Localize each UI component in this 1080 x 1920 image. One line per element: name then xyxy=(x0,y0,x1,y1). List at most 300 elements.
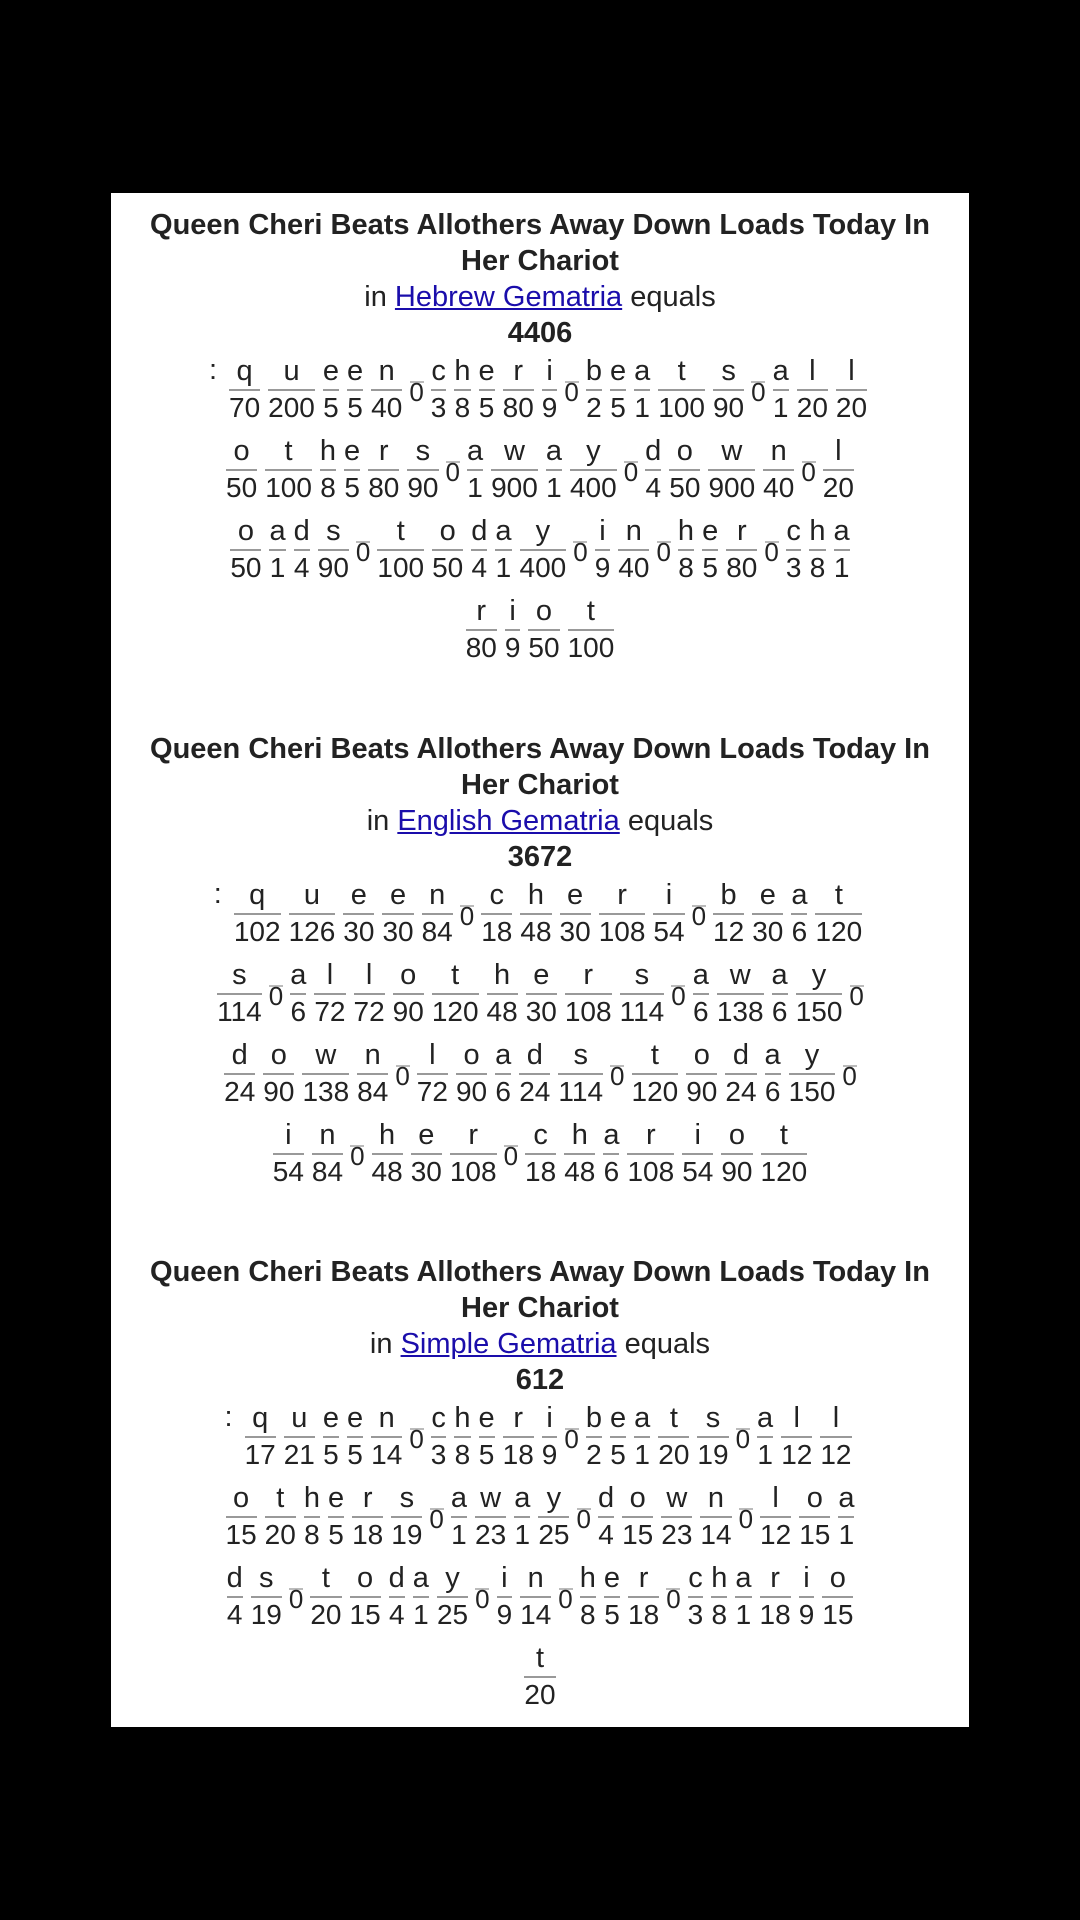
letter: o xyxy=(629,1482,646,1514)
gematria-result-section xyxy=(111,207,969,673)
letter-value xyxy=(595,513,611,585)
letter-value xyxy=(809,513,825,585)
letter-number: 25 xyxy=(436,1599,469,1630)
word-space: 0 xyxy=(445,457,460,487)
letter: c xyxy=(786,515,801,547)
letter: y xyxy=(586,435,601,467)
letter: h xyxy=(454,355,471,387)
word-space: 0 xyxy=(558,1584,573,1614)
letter-number: 50 xyxy=(528,632,560,663)
letter-number: 14 xyxy=(520,1599,552,1630)
letter: e xyxy=(478,355,495,387)
letter: l xyxy=(326,959,334,991)
letter-value xyxy=(491,433,538,505)
letter-number: 9 xyxy=(541,1439,558,1470)
letter: e xyxy=(759,879,776,911)
cipher-line xyxy=(111,803,969,839)
letter-value xyxy=(357,1037,388,1109)
leading-colon: : xyxy=(224,1401,233,1433)
letter-number: 114 xyxy=(558,1076,604,1107)
letter-value xyxy=(475,1480,506,1552)
letter-value xyxy=(520,513,567,585)
letter: y xyxy=(804,1039,820,1071)
letter-value xyxy=(546,433,562,505)
letter-number: 90 xyxy=(686,1076,718,1107)
phrase-title: Queen Cheri Beats Allothers Away Down Loads Today In Her Chariot xyxy=(150,209,930,277)
letter: s xyxy=(326,515,341,547)
letter-value xyxy=(822,1560,853,1632)
letter: y xyxy=(445,1562,460,1594)
letter: a xyxy=(791,879,808,911)
letter-value xyxy=(634,1400,650,1472)
letter-number: 1 xyxy=(833,552,850,583)
letter: e xyxy=(603,1562,621,1594)
letter-value xyxy=(290,957,306,1029)
letter: l xyxy=(793,1402,800,1434)
letter-value xyxy=(318,513,349,585)
letter-number: 40 xyxy=(763,472,795,503)
letter: a xyxy=(757,1402,774,1434)
letter: w xyxy=(503,435,525,467)
letter-value xyxy=(653,877,684,949)
letter-value xyxy=(791,877,807,949)
letter-value xyxy=(273,1117,304,1189)
letter-value xyxy=(294,513,310,585)
letter-value xyxy=(393,957,424,1029)
letter: h xyxy=(571,1119,588,1151)
letter-number: 90 xyxy=(712,392,745,423)
letter-number: 5 xyxy=(478,392,495,423)
letter-number: 5 xyxy=(478,1439,495,1470)
letter: y xyxy=(811,959,827,991)
letter-value xyxy=(580,1560,596,1632)
letter-value xyxy=(343,877,374,949)
letter-value xyxy=(542,353,558,425)
letter: l xyxy=(809,355,816,387)
letter: s xyxy=(399,1482,415,1514)
letter: t xyxy=(650,1039,659,1071)
letter: s xyxy=(259,1562,274,1594)
word-space: 0 xyxy=(671,981,686,1011)
letter-value xyxy=(289,877,336,949)
letter-number: 23 xyxy=(661,1519,693,1550)
letter: i xyxy=(665,879,673,911)
letter: o xyxy=(400,959,417,991)
letter: e xyxy=(322,355,340,387)
letter: i xyxy=(546,1402,553,1434)
letter-number: 30 xyxy=(410,1156,442,1187)
letter-number: 1 xyxy=(735,1599,752,1630)
letter-number: 9 xyxy=(504,632,521,663)
letter-value xyxy=(328,1480,344,1552)
letter-value xyxy=(481,877,512,949)
letter-value xyxy=(558,1037,603,1109)
letter: e xyxy=(609,1402,627,1434)
letter-value xyxy=(323,1400,339,1472)
letter-value xyxy=(838,1480,854,1552)
letter: n xyxy=(625,515,642,547)
letter-number: 6 xyxy=(603,1156,620,1187)
letter-number: 108 xyxy=(449,1156,497,1187)
letter-number: 1 xyxy=(838,1519,855,1550)
letter-number: 6 xyxy=(764,1076,781,1107)
letter: a xyxy=(603,1119,620,1151)
letter-value xyxy=(350,1560,381,1632)
letter-value xyxy=(269,513,285,585)
letter-number: 4 xyxy=(645,472,662,503)
breakdown-row xyxy=(111,513,969,593)
letter-value xyxy=(310,1560,341,1632)
letter: e xyxy=(567,879,584,911)
letter-value xyxy=(302,1037,349,1109)
word-space: 0 xyxy=(459,901,475,931)
letter-value xyxy=(524,1640,555,1712)
letter-number: 400 xyxy=(569,472,617,503)
letter-value xyxy=(528,593,559,665)
cipher-link[interactable]: Simple Gematria xyxy=(400,1328,617,1360)
letter-number: 90 xyxy=(721,1156,753,1187)
letter-number: 90 xyxy=(263,1076,295,1107)
letter: r xyxy=(617,879,627,911)
letter-number: 48 xyxy=(371,1156,403,1187)
letter: u xyxy=(303,879,320,911)
letter-number: 8 xyxy=(304,1519,320,1550)
letter-number: 18 xyxy=(481,916,513,947)
letter: c xyxy=(431,355,446,387)
letter-value xyxy=(604,1560,620,1632)
letter-number: 120 xyxy=(760,1156,808,1187)
letter-value xyxy=(268,353,315,425)
gematria-result-section xyxy=(111,1254,969,1720)
letter-number: 4 xyxy=(388,1599,405,1630)
letter-value xyxy=(799,1560,815,1632)
letter-value xyxy=(526,957,557,1029)
letter-value xyxy=(519,1037,550,1109)
letter-value xyxy=(234,877,281,949)
letter: o xyxy=(806,1482,823,1514)
letter: y xyxy=(535,515,551,547)
letter-value xyxy=(467,433,483,505)
letter-number: 20 xyxy=(796,392,828,423)
letter-breakdown xyxy=(111,353,969,673)
word-space: 0 xyxy=(576,1504,591,1534)
letter-number: 1 xyxy=(495,552,512,583)
letter-value xyxy=(466,593,497,665)
word-space: 0 xyxy=(656,537,671,567)
letter-number: 6 xyxy=(791,916,808,947)
letter-number: 100 xyxy=(377,552,425,583)
letter: t xyxy=(834,879,843,911)
letter-number: 20 xyxy=(264,1519,296,1550)
letter-number: 12 xyxy=(760,1519,792,1550)
letter-number: 100 xyxy=(265,472,312,503)
letter-number: 24 xyxy=(519,1076,551,1107)
letter-value xyxy=(320,433,336,505)
letter-value xyxy=(520,1560,551,1632)
letter-value xyxy=(514,1480,530,1552)
letter: s xyxy=(634,959,650,991)
letter: n xyxy=(429,879,446,911)
letter-number: 90 xyxy=(317,552,349,583)
letter: r xyxy=(513,355,524,387)
letter-value xyxy=(711,1560,727,1632)
letter-value xyxy=(669,433,700,505)
letter: h xyxy=(809,515,826,547)
letter-value xyxy=(371,353,402,425)
letter-value xyxy=(661,1480,692,1552)
letter: a xyxy=(412,1562,429,1594)
letter-value xyxy=(450,1117,497,1189)
letter-number: 30 xyxy=(525,996,557,1027)
letter-number: 14 xyxy=(700,1519,732,1550)
letter-value xyxy=(610,353,626,425)
letter-number: 2 xyxy=(586,392,602,423)
letter-number: 4 xyxy=(293,552,310,583)
cipher-suffix: equals xyxy=(627,805,714,837)
letter: a xyxy=(450,1482,468,1514)
breakdown-row xyxy=(111,1117,969,1197)
letter-value xyxy=(417,1037,448,1109)
letter: n xyxy=(364,1039,381,1071)
letter: e xyxy=(350,879,367,911)
letter: c xyxy=(489,879,505,911)
letter: i xyxy=(599,515,606,547)
letter: a xyxy=(269,515,286,547)
letter-value xyxy=(368,433,399,505)
letter: c xyxy=(533,1119,548,1151)
letter-number: 114 xyxy=(217,996,262,1027)
letter-value xyxy=(632,1037,679,1109)
breakdown-row xyxy=(111,1480,969,1560)
word-space: 0 xyxy=(573,537,588,567)
leading-colon: : xyxy=(208,354,217,386)
letter: e xyxy=(533,959,550,991)
letter: w xyxy=(315,1039,337,1071)
letter-value xyxy=(634,353,650,425)
letter: a xyxy=(290,959,307,991)
phrase-title: Queen Cheri Beats Allothers Away Down Loads Today In Her Chariot xyxy=(150,733,930,801)
letter: s xyxy=(705,1402,721,1434)
letter: o xyxy=(233,435,250,467)
letter-number: 1 xyxy=(546,472,562,503)
letter-number: 72 xyxy=(314,996,346,1027)
letter: r xyxy=(583,959,594,991)
letter-value xyxy=(454,1400,470,1472)
letter: r xyxy=(378,435,389,467)
letter-value xyxy=(344,433,360,505)
letter-number: 30 xyxy=(559,916,591,947)
cipher-suffix: equals xyxy=(630,281,716,313)
letter-number: 1 xyxy=(634,392,650,423)
letter: n xyxy=(378,355,395,387)
letter: u xyxy=(291,1402,308,1434)
letter-value xyxy=(314,957,345,1029)
letter: o xyxy=(357,1562,374,1594)
letter: d xyxy=(597,1482,615,1514)
letter-number: 138 xyxy=(302,1076,350,1107)
letter-number: 23 xyxy=(475,1519,507,1550)
letter: o xyxy=(829,1562,846,1594)
letter-number: 6 xyxy=(290,996,307,1027)
letter-number: 108 xyxy=(564,996,612,1027)
letter: d xyxy=(231,1039,248,1071)
letter-number: 5 xyxy=(347,1439,363,1470)
letter-value xyxy=(497,1560,513,1632)
letter-number: 8 xyxy=(454,1439,471,1470)
letter-number: 3 xyxy=(785,552,802,583)
letter-value xyxy=(789,1037,836,1109)
letter-number: 100 xyxy=(658,392,705,423)
letter: y xyxy=(546,1482,562,1514)
letter-number: 15 xyxy=(225,1519,257,1550)
word-space: 0 xyxy=(355,537,371,567)
letter-number: 20 xyxy=(822,472,854,503)
letter-number: 24 xyxy=(725,1076,757,1107)
letter-number: 15 xyxy=(822,1599,854,1630)
letter: a xyxy=(771,959,788,991)
letter: w xyxy=(721,435,743,467)
letter: l xyxy=(832,1402,840,1434)
letter: b xyxy=(720,879,737,911)
letter-value xyxy=(702,513,718,585)
letter-breakdown xyxy=(111,877,969,1197)
letter-number: 200 xyxy=(268,392,315,423)
letter-number: 150 xyxy=(788,1076,836,1107)
word-space: 0 xyxy=(842,1061,857,1091)
letter: e xyxy=(347,355,364,387)
letter-number: 9 xyxy=(496,1599,513,1630)
letter-value xyxy=(564,1117,595,1189)
letter: r xyxy=(736,515,747,547)
letter: d xyxy=(732,1039,750,1071)
letter-number: 84 xyxy=(311,1156,344,1187)
letter: a xyxy=(514,1482,531,1514)
letter-value xyxy=(628,1560,659,1632)
letter-value xyxy=(568,593,615,665)
word-space: 0 xyxy=(288,1584,304,1614)
letter: t xyxy=(396,515,405,547)
letter-value xyxy=(618,513,649,585)
letter-value xyxy=(752,877,783,949)
letter-number: 70 xyxy=(229,392,261,423)
letter: o xyxy=(535,595,553,627)
breakdown-row xyxy=(111,433,969,513)
letter: w xyxy=(480,1482,502,1514)
letter: r xyxy=(476,595,487,627)
breakdown-row xyxy=(111,1640,969,1720)
letter-value xyxy=(658,1400,689,1472)
letter-value xyxy=(763,433,794,505)
letter: e xyxy=(322,1402,340,1434)
letter-number: 3 xyxy=(687,1599,704,1630)
letter-number: 18 xyxy=(502,1439,534,1470)
letter-value xyxy=(456,1037,487,1109)
letter-number: 3 xyxy=(430,1439,447,1470)
letter: b xyxy=(585,355,602,387)
letter: o xyxy=(693,1039,710,1071)
letter: h xyxy=(527,879,545,911)
letter-number: 21 xyxy=(283,1439,315,1470)
letter: e xyxy=(702,515,719,547)
letter-number: 1 xyxy=(634,1439,650,1470)
letter: r xyxy=(770,1562,780,1594)
word-space: 0 xyxy=(849,981,864,1011)
letter-value xyxy=(586,353,602,425)
letter: a xyxy=(735,1562,752,1594)
letter-value xyxy=(422,877,453,949)
letter-number: 19 xyxy=(250,1599,282,1630)
letter-number: 900 xyxy=(708,472,756,503)
letter-value xyxy=(721,1117,752,1189)
letter-value xyxy=(735,1560,751,1632)
breakdown-row xyxy=(111,957,969,1037)
letter: n xyxy=(707,1482,725,1514)
letter-number: 18 xyxy=(759,1599,791,1630)
letter-number: 8 xyxy=(320,472,336,503)
word-space: 0 xyxy=(350,1141,365,1171)
leading-colon: : xyxy=(213,878,222,910)
letter-value xyxy=(479,1400,495,1472)
letter-value xyxy=(505,593,521,665)
letter-number: 6 xyxy=(771,996,788,1027)
letter-number: 90 xyxy=(455,1076,488,1107)
word-space: 0 xyxy=(751,377,766,407)
letter-number: 12 xyxy=(713,916,745,947)
letter: t xyxy=(276,1482,285,1514)
letter: n xyxy=(527,1562,544,1594)
letter-value xyxy=(431,1400,447,1472)
letter: t xyxy=(321,1562,330,1594)
letter-number: 84 xyxy=(357,1076,389,1107)
letter-number: 114 xyxy=(619,996,665,1027)
cipher-link[interactable]: Hebrew Gematria xyxy=(394,281,623,313)
letter: r xyxy=(646,1119,656,1151)
letter: i xyxy=(546,355,553,387)
letter: o xyxy=(270,1039,287,1071)
letter-number: 40 xyxy=(618,552,650,583)
letter-value xyxy=(520,877,551,949)
letter-value xyxy=(570,433,617,505)
letter: a xyxy=(634,355,651,387)
letter-number: 100 xyxy=(567,632,615,663)
letter-value xyxy=(781,1400,812,1472)
cipher-link[interactable]: English Gematria xyxy=(397,805,620,837)
letter: t xyxy=(669,1402,678,1434)
letter-number: 54 xyxy=(653,916,685,947)
word-space: 0 xyxy=(564,1424,579,1454)
letter-value xyxy=(411,1117,442,1189)
letter: l xyxy=(429,1039,436,1071)
letter-number: 18 xyxy=(525,1156,557,1187)
letter: r xyxy=(362,1482,373,1514)
letter: t xyxy=(451,959,460,991)
letter-number: 90 xyxy=(392,996,424,1027)
letter-number: 50 xyxy=(669,472,701,503)
letter-number: 8 xyxy=(809,552,826,583)
word-space: 0 xyxy=(564,377,579,407)
letter-value xyxy=(312,1117,343,1189)
letter: l xyxy=(848,355,855,387)
letter-value xyxy=(347,353,363,425)
breakdown-row xyxy=(111,1400,969,1480)
letter-value xyxy=(407,433,438,505)
letter: s xyxy=(721,355,736,387)
letter-value xyxy=(503,353,534,425)
gematria-result-section xyxy=(111,731,969,1197)
letter-number: 108 xyxy=(627,1156,675,1187)
letter: a xyxy=(838,1482,855,1514)
letter-number: 12 xyxy=(781,1439,813,1470)
